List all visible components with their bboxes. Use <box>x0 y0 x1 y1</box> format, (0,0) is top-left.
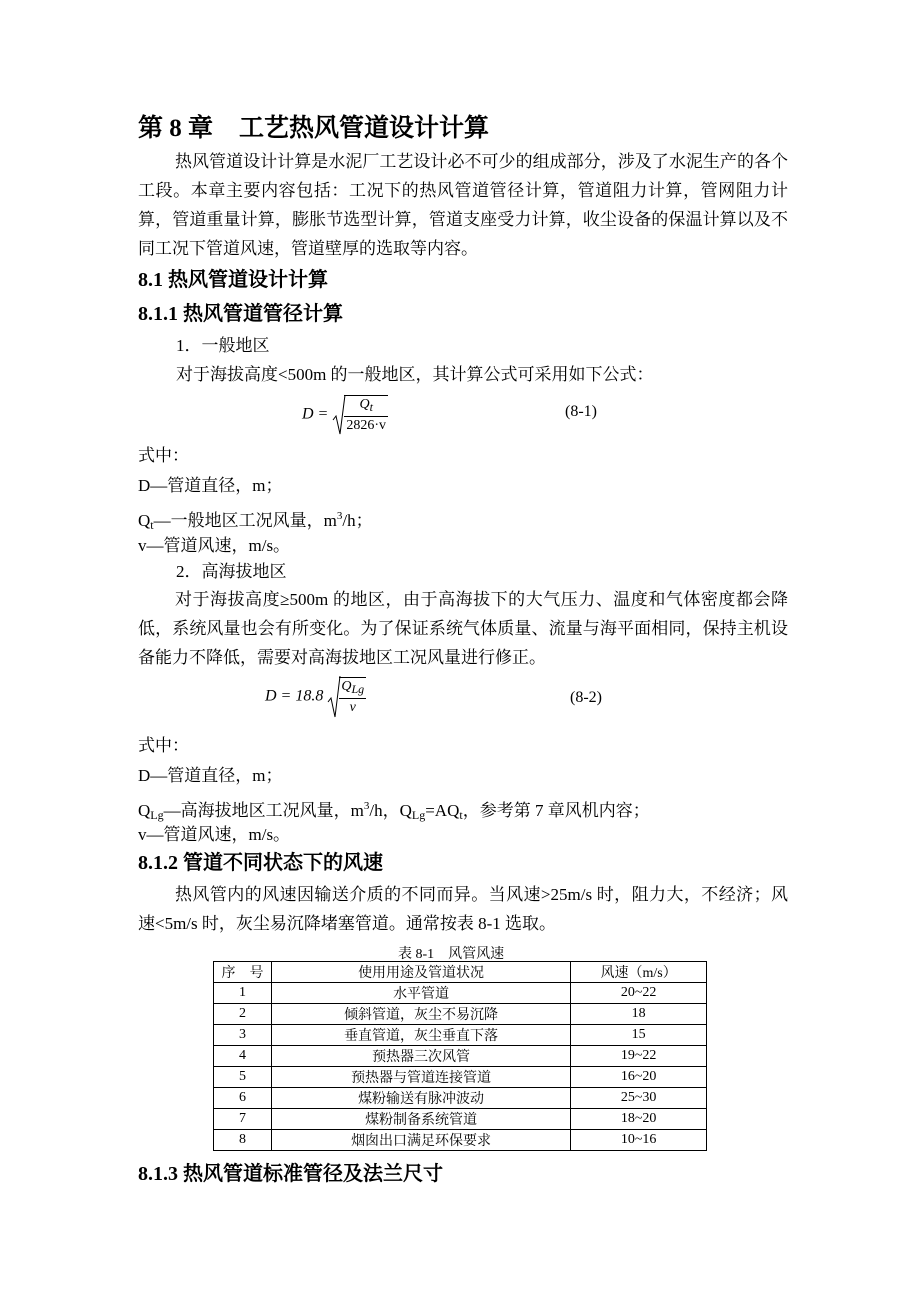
definition-v: v—管道风速，m/s。 <box>138 825 291 844</box>
table-row: 8 烟囱出口满足环保要求 10~16 <box>214 1130 707 1151</box>
item1-text: 对于海拔高度<500m 的一般地区，其计算公式可采用如下公式： <box>176 365 654 384</box>
table-row: 7 煤粉制备系统管道 18~20 <box>214 1109 707 1130</box>
chapter-heading <box>138 114 788 144</box>
chapter-label: 第 8 章 <box>138 115 214 142</box>
definition-D: D—管道直径，m； <box>138 766 283 785</box>
where-label: 式中： <box>138 446 189 465</box>
definition-QLg: $Q_{Lg}—$高海拔地区工况风量，$m^3/h$，$Q_{Lg}=AQ_t$，参考第 7 章风机内容； <box>138 800 650 822</box>
item2-title: 2．高海拔地区 <box>176 562 287 581</box>
item2-text: 对于海拔高度≥500m 的地区，由于高海拔下的大气压力、温度和气体密度都会降低，系统风量也会有所变化。为了保证系统气体质量、流量与海平面相同，保持主机设备能力不降低，需要对高海拔地区工况风量进行修正。 <box>138 590 788 667</box>
chapter-title: 工艺热风管道设计计算 <box>239 115 490 142</box>
header-speed: 风速（m/s） <box>571 962 707 983</box>
formula-8-2 <box>265 675 366 719</box>
formula-8-1 <box>302 394 388 436</box>
header-usage: 使用用途及管道状况 <box>271 962 570 983</box>
section-8-1-1-title: 8.1.1 热风管道管径计算 <box>138 303 343 325</box>
definition-D: D—管道直径，m； <box>138 476 283 495</box>
table-row: 2 倾斜管道，灰尘不易沉降 18 <box>214 1004 707 1025</box>
table-row: 4 预热器三次风管 19~22 <box>214 1046 707 1067</box>
equation-number-8-1: (8-1) <box>565 403 597 420</box>
header-index: 序 号 <box>214 962 272 983</box>
item1-title: 1．一般地区 <box>176 336 270 355</box>
table-row: 1 水平管道 20~22 <box>214 983 707 1004</box>
formula-fraction: $\frac{\text{QLg}}{v}$ <box>341 679 365 715</box>
wind-speed-table <box>213 961 707 1151</box>
chapter-intro: 热风管道设计计算是水泥厂工艺设计必不可少的组成部分，涉及了水泥生产的各个工段。本章主要内容包括：工况下的热风管道管径计算，管道阻力计算，管网阻力计算，管道重量计算，膨胀节选型计算，管道支座受力计算，收尘设备的保温计算以及不同工况下管道风速，管道壁厚的选取等内容。 <box>138 152 788 258</box>
section-8-1-3-title: 8.1.3 热风管道标准管径及法兰尺寸 <box>138 1163 443 1185</box>
formula-lhs: D = <box>302 405 329 423</box>
section-8-1-2-title: 8.1.2 管道不同状态下的风速 <box>138 852 383 874</box>
equation-number-8-2: (8-2) <box>570 689 602 706</box>
where-label: 式中： <box>138 736 189 755</box>
section-8-1-title: 8.1 热风管道设计计算 <box>138 269 328 291</box>
formula-fraction: $\frac{Qt}{2826\cdot v}$ <box>346 397 387 433</box>
table-header-row <box>214 962 707 983</box>
definition-Q: $Q_t—$一般地区工况风量，$m^3/h$； <box>138 510 373 532</box>
formula-lhs: D = 18.8 <box>265 687 324 705</box>
definition-v: v—管道风速，m/s。 <box>138 536 291 555</box>
table-caption: 表 8-1 风管风速 <box>398 947 505 962</box>
table-row: 5 预热器与管道连接管道 16~20 <box>214 1067 707 1088</box>
section-8-1-2-text: 热风管内的风速因输送介质的不同而异。当风速>25m/s 时，阻力大，不经济；风速<5m/s 时，灰尘易沉降堵塞管道。通常按表 8-1 选取。 <box>138 885 788 933</box>
table-row: 3 垂直管道，灰尘垂直下落 15 <box>214 1025 707 1046</box>
table-row: 6 煤粉输送有脉冲波动 25~30 <box>214 1088 707 1109</box>
